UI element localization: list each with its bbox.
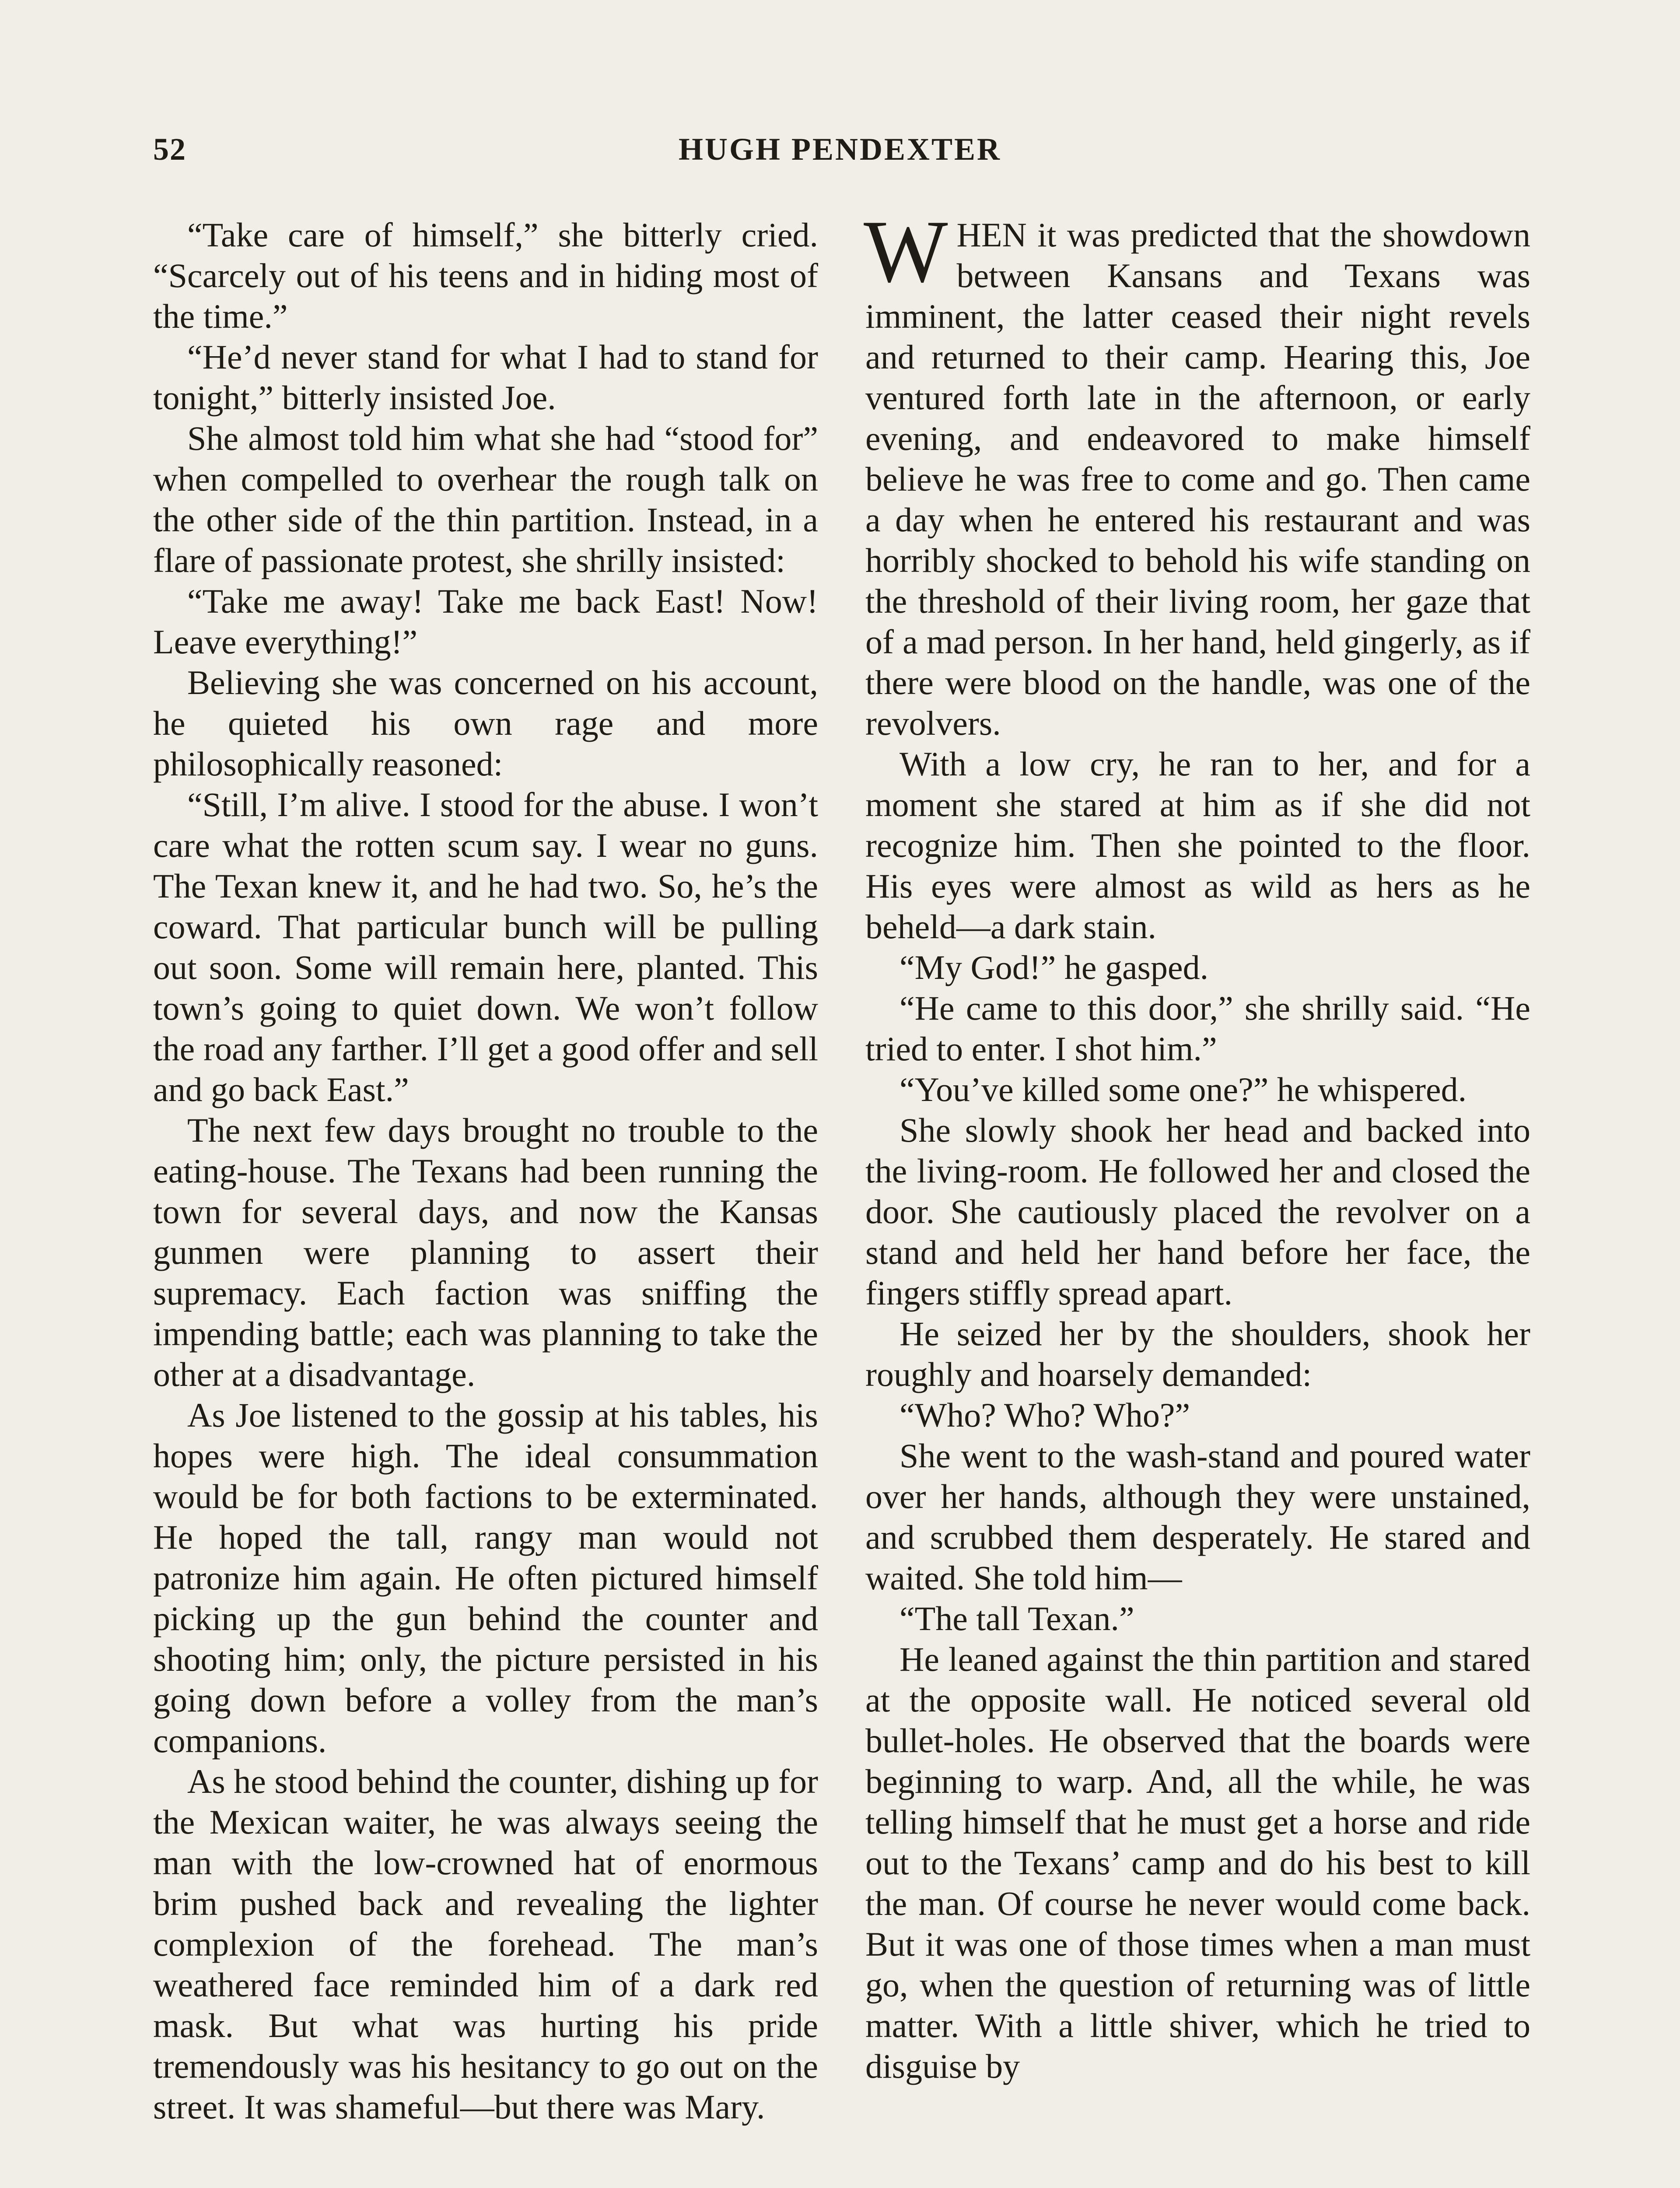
paragraph: “Who? Who? Who?”: [900, 1396, 1190, 1434]
opening-paragraph: [864, 202, 1530, 743]
paragraph: Believing she was concerned on his account, he quieted his own rage and more philosophically reasoned:: [153, 663, 818, 783]
paragraph: She slowly shook her head and backed into the living-room. He followed her and closed the door. She cautiously placed the revolver on a stand and held her hand before her face, the fingers stiffly spread apart.: [865, 1111, 1530, 1312]
paragraph: As he stood behind the counter, dishing up for the Mexican waiter, he was always seeing the man with the low-crowned hat of enormous brim pushed back and revealing the lighter complexion of the forehead. The man’s weathered face reminded him of a dark red mask. But what was hurting his pride tremendously was his hesitancy to go out on the street. It was shameful—but there was Mary.: [153, 1762, 818, 2126]
paragraph: “The tall Texan.”: [900, 1599, 1134, 1637]
page-number: 52: [153, 132, 186, 167]
left-column: [153, 214, 818, 2127]
paragraph: “Take care of himself,” she bitterly cried. “Scarcely out of his teens and in hiding most of the time.”: [153, 216, 818, 335]
paragraph: As Joe listened to the gossip at his tables, his hopes were high. The ideal consummation would be for both factions to be exterminated. He hoped the tall, rangy man would not patronize him again. He often pictured himself picking up the gun behind the counter and shooting him; only, the picture persisted in his going down before a volley from the man’s companions.: [153, 1396, 818, 1760]
paragraph: She almost told him what she had “stood for” when compelled to overhear the rough talk on the other side of the thin partition. Instead, in a flare of passionate protest, she shrilly insisted:: [153, 419, 818, 579]
paragraph: She went to the wash-stand and poured water over her hands, although they were unstained, and scrubbed them desperately. He stared and waited. She told him—: [865, 1437, 1530, 1597]
paragraph: “Still, I’m alive. I stood for the abuse. I won’t care what the rotten scum say. I wear no guns. The Texan knew it, and he had two. So, he’s the coward. That particular bunch will be pulling out soon. Some will remain here, planted. This town’s going to quiet down. We won’t follow the road any farther. I’ll get a good offer and sell and go back East.”: [153, 785, 818, 1108]
running-head: HUGH PENDEXTER: [678, 132, 1002, 167]
paragraph: “Take me away! Take me back East! Now! Leave everything!”: [153, 582, 818, 661]
opening-paragraph-text: HEN it was predicted that the showdown between Kansans and Texans was imminent, the latter ceased their night revels and returned to their camp. Hearing this, Joe ventured forth late in the afternoon, or early evening, and endeavored to make himself believe he was free to come and go. Then came a day when he entered his restaurant and was horribly shocked to behold his wife standing on the threshold of their living room, her gaze that of a mad person. In her hand, held gingerly, as if there were blood on the handle, was one of the revolvers.: [865, 216, 1530, 742]
drop-cap: W: [864, 202, 948, 301]
paragraph: “My God!” he gasped.: [900, 948, 1209, 986]
paragraph: “He’d never stand for what I had to stand for tonight,” bitterly insisted Joe.: [153, 338, 818, 417]
paragraph: “He came to this door,” she shrilly said. “He tried to enter. I shot him.”: [865, 989, 1530, 1068]
paragraph: With a low cry, he ran to her, and for a moment she stared at him as if she did not recognize him. Then she pointed to the floor. His eyes were almost as wild as hers as he beheld—a dark stain.: [865, 745, 1530, 946]
paragraph: He seized her by the shoulders, shook her roughly and hoarsely demanded:: [865, 1315, 1530, 1393]
right-column: [864, 202, 1530, 2086]
paragraph: He leaned against the thin partition and stared at the opposite wall. He noticed several old bullet-holes. He observed that the boards were beginning to warp. And, all the while, he was telling himself that he must get a horse and ride out to the Texans’ camp and do his best to kill the man. Of course he never would come back. But it was one of those times when a man must go, when the question of returning was of little matter. With a little shiver, which he tried to disguise by: [865, 1640, 1530, 2085]
paragraph: The next few days brought no trouble to the eating-house. The Texans had been running the town for several days, and now the Kansas gunmen were planning to assert their supremacy. Each faction was sniffing the impending battle; each was planning to take the other at a disadvantage.: [153, 1111, 818, 1393]
paragraph: “You’ve killed some one?” he whispered.: [900, 1070, 1467, 1108]
